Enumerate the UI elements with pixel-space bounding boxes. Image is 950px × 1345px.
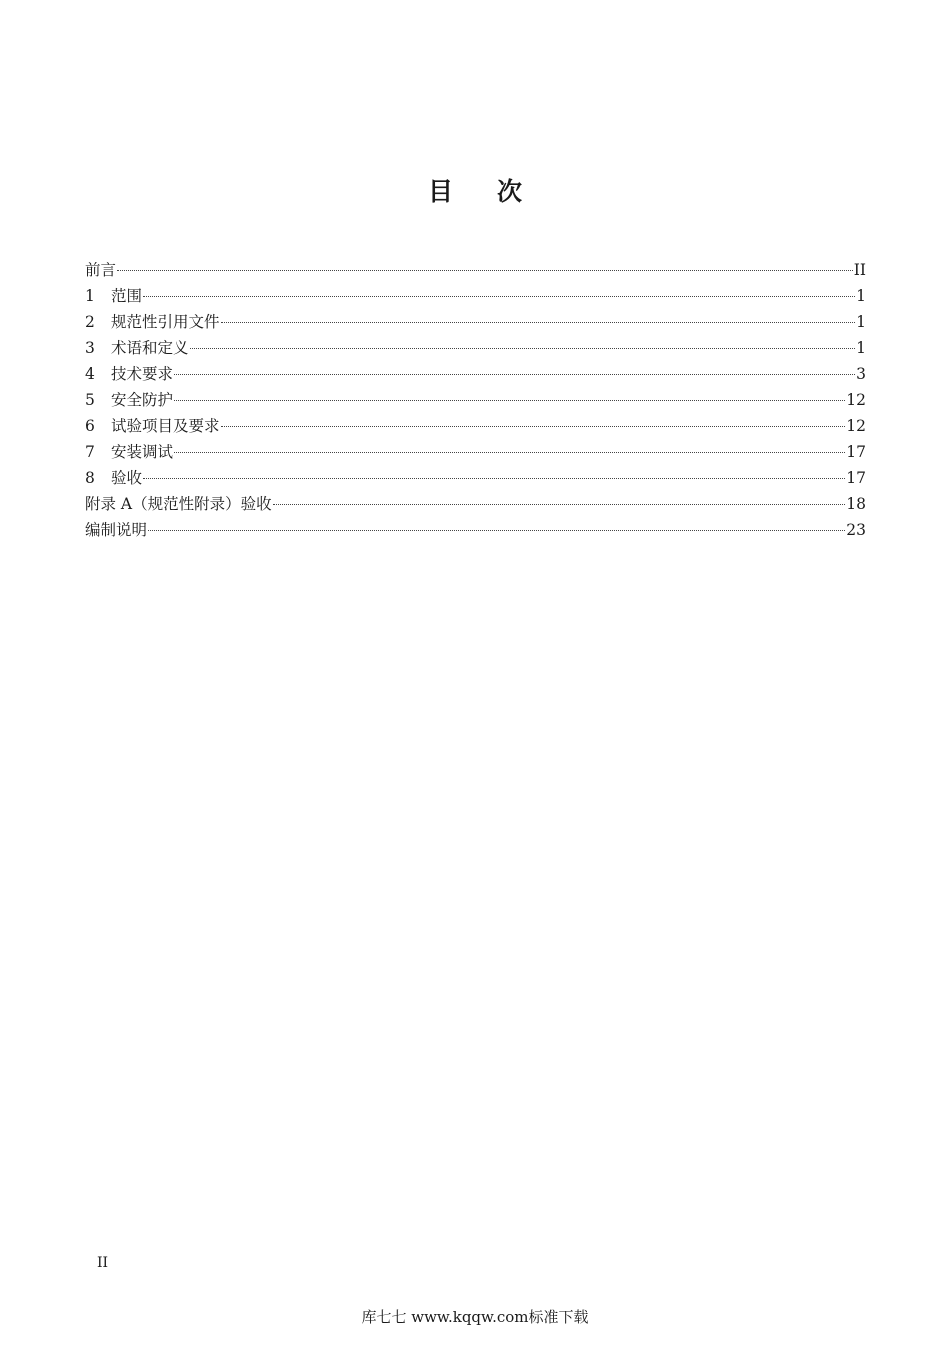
toc-entry-label: 前言 — [85, 261, 117, 279]
toc-leader-dots — [174, 374, 855, 375]
toc-leader-dots — [143, 478, 845, 479]
toc-entry-label: 安装调试 — [111, 443, 174, 461]
table-of-contents — [85, 257, 866, 543]
toc-entry-number: 1 — [85, 287, 95, 305]
toc-leader-dots — [174, 400, 845, 401]
toc-entry-6[interactable] — [85, 413, 866, 439]
toc-leader-dots — [221, 322, 856, 323]
toc-entry-page: II — [853, 261, 866, 279]
toc-entry-number: 5 — [85, 391, 95, 409]
toc-entry-label: 验收 — [111, 469, 143, 487]
toc-entry-page: 18 — [846, 495, 866, 513]
toc-entry-label: 技术要求 — [111, 365, 174, 383]
toc-entry-page: 23 — [846, 521, 866, 539]
toc-entry-3[interactable] — [85, 335, 866, 361]
toc-entry-appendix-a[interactable] — [85, 491, 866, 517]
page-number: II — [97, 1255, 109, 1271]
toc-entry-label: 编制说明 — [85, 521, 148, 539]
toc-leader-dots — [174, 452, 845, 453]
toc-entry-number: 4 — [85, 365, 95, 383]
toc-entry-label: 安全防护 — [111, 391, 174, 409]
footer-watermark-text: 库七七 www.kqqw.com标准下载 — [361, 1308, 589, 1326]
toc-entry-5[interactable] — [85, 387, 866, 413]
toc-entry-4[interactable] — [85, 361, 866, 387]
toc-entry-compilation-notes[interactable] — [85, 517, 866, 543]
toc-leader-dots — [190, 348, 856, 349]
toc-entry-number: 6 — [85, 417, 95, 435]
toc-entry-number: 2 — [85, 313, 95, 331]
toc-entry-page: 1 — [856, 313, 866, 331]
toc-leader-dots — [273, 504, 846, 505]
toc-entry-page: 1 — [856, 287, 866, 305]
toc-entry-label: 附录 A（规范性附录）验收 — [85, 495, 272, 513]
toc-entry-number: 3 — [85, 339, 95, 357]
toc-entry-page: 12 — [846, 391, 866, 409]
toc-leader-dots — [117, 270, 853, 271]
toc-leader-dots — [148, 530, 845, 531]
toc-entry-page: 3 — [856, 365, 866, 383]
toc-entry-8[interactable] — [85, 465, 866, 491]
toc-entry-number: 8 — [85, 469, 95, 487]
toc-leader-dots — [221, 426, 846, 427]
toc-entry-page: 17 — [846, 469, 866, 487]
toc-entry-label: 范围 — [111, 287, 143, 305]
toc-entry-foreword[interactable] — [85, 257, 866, 283]
page-title: 目次 — [427, 177, 566, 206]
toc-entry-number: 7 — [85, 443, 95, 461]
toc-entry-7[interactable] — [85, 439, 866, 465]
toc-entry-page: 1 — [856, 339, 866, 357]
toc-entry-label: 术语和定义 — [111, 339, 189, 357]
toc-entry-label: 试验项目及要求 — [111, 417, 220, 435]
toc-entry-label: 规范性引用文件 — [111, 313, 220, 331]
toc-entry-page: 17 — [846, 443, 866, 461]
toc-entry-page: 12 — [846, 417, 866, 435]
toc-entry-1[interactable] — [85, 283, 866, 309]
toc-entry-2[interactable] — [85, 309, 866, 335]
toc-leader-dots — [143, 296, 855, 297]
